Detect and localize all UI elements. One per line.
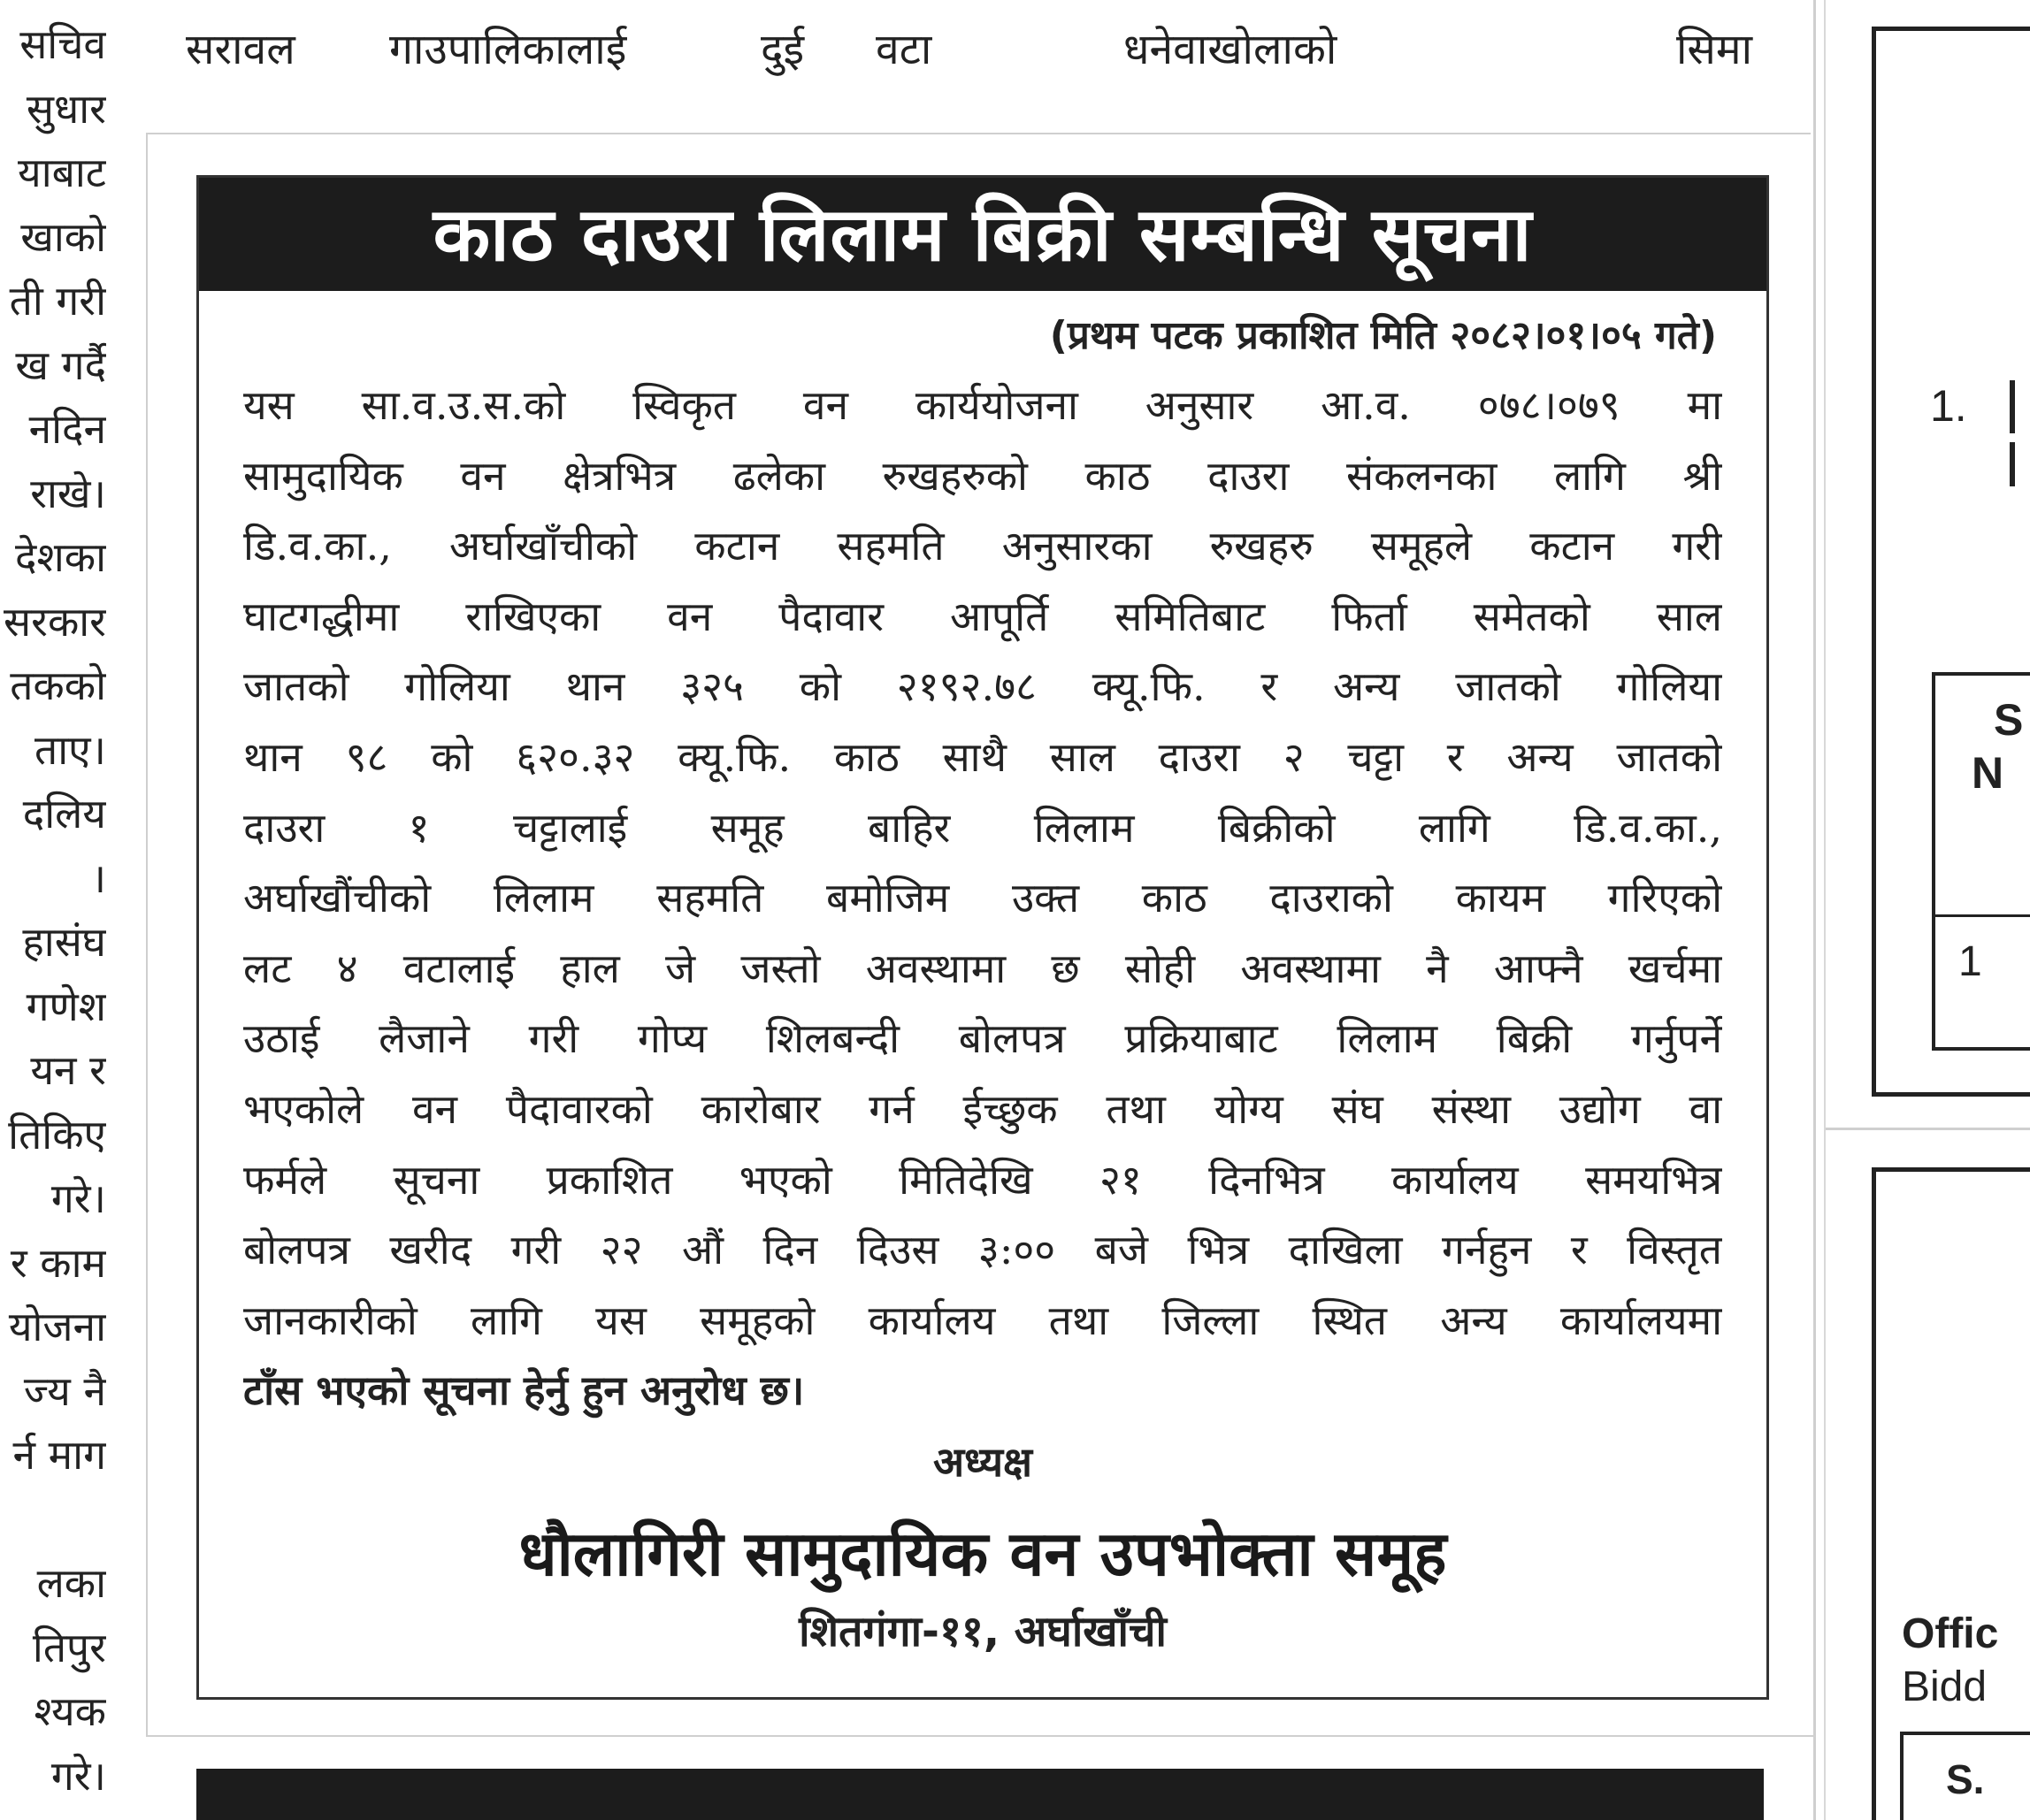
left-column-line: ज्य नै xyxy=(23,1366,106,1415)
notice-body-line: सामुदायिक वन क्षेत्रभित्र ढलेका रुखहरुको काठ दाउरा संकलनका लागि श्री xyxy=(243,451,1722,500)
left-column-line: र काम xyxy=(10,1238,106,1287)
left-column-line: गरे। xyxy=(50,1751,106,1800)
bidding-label: Bidd xyxy=(1902,1663,1988,1710)
notice-body-line: बोलपत्र खरीद गरी २२ औं दिन दिउस ३:०० बजे भित्र दाखिला गर्नहुन र विस्तृत xyxy=(243,1226,1722,1274)
notice-body-line: उठाई लैजाने गरी गोप्य शिलबन्दी बोलपत्र प्रक्रियाबाट लिलाम बिक्री गर्नुपर्ने xyxy=(243,1014,1722,1063)
left-column-line: गरे। xyxy=(50,1174,106,1222)
right-notice-box xyxy=(1872,1167,2030,1820)
notice-heading: काठ दाउरा लिलाम बिक्री सम्बन्धि सूचना xyxy=(199,178,1766,291)
notice-body-line: घाटगद्धीमा राखिएका वन पैदावार आपूर्ति समितिबाट फिर्ता समेतको साल xyxy=(243,592,1722,640)
notice-body-line: टाँस भएको सूचना हेर्नु हुन अनुरोध छ। xyxy=(243,1366,805,1415)
right-column-rule xyxy=(1826,1128,2030,1130)
left-column-line: सरकार xyxy=(4,597,106,646)
table-cell-value: 1 xyxy=(1958,938,1982,985)
notice-published-date: (प्रथम पटक प्रकाशित मिति २०८२।०१।०५ गते) xyxy=(1049,313,1717,358)
left-column-line: । xyxy=(90,853,106,902)
top-word: सरावल xyxy=(186,25,295,74)
left-column-line: राखे। xyxy=(30,469,106,517)
left-column-line: खाको xyxy=(20,212,106,261)
left-column-line: ती गरी xyxy=(9,277,106,325)
notice-body-line: जातको गोलिया थान ३२५ को २१९२.७८ क्यू.फि. र अन्य जातको गोलिया xyxy=(243,662,1722,711)
top-strip-text xyxy=(186,19,1778,81)
serial-label: S. xyxy=(1946,1756,1985,1802)
left-column-line: नदिन xyxy=(28,405,106,453)
left-column-line: याबाट xyxy=(18,149,106,196)
notice-body-line: लट ४ वटालाई हाल जे जस्तो अवस्थामा छ सोही अवस्थामा नै आफ्नै खर्चमा xyxy=(243,944,1722,992)
notice-body-line: भएकोले वन पैदावारको कारोबार गर्न ईच्छुक तथा योग्य संघ संस्था उद्योग वा xyxy=(243,1084,1722,1133)
left-column-line: र्न माग xyxy=(12,1431,106,1479)
table-header-fragment: S xyxy=(1994,695,2024,745)
left-column-line: तिपुर xyxy=(32,1623,106,1671)
left-column-line: योजना xyxy=(8,1303,106,1350)
top-word: दुई xyxy=(761,25,805,74)
left-column-fragments xyxy=(0,16,106,1811)
notice-body-line: डि.व.का., अर्घाखाँचीको कटान सहमति अनुसारका रुखहरु समूहले कटान गरी xyxy=(243,522,1722,570)
notice-body-line: अर्घाखौंचीको लिलाम सहमति बमोजिम उक्त काठ दाउराको कायम गरिएको xyxy=(243,874,1722,922)
clipped-glyph xyxy=(2010,380,2015,433)
top-word: वटा xyxy=(876,25,932,74)
organization-address: शितगंगा-११, अर्घाखाँची xyxy=(799,1607,1167,1656)
left-column-line: गणेश xyxy=(26,982,106,1030)
left-column-line: सुधार xyxy=(26,84,106,133)
table-header-fragment: N xyxy=(1972,748,2004,798)
left-column-line: हासंघ xyxy=(22,918,106,966)
notice-body-line: फर्मले सूचना प्रकाशित भएको मितिदेखि २१ दिनभित्र कार्यालय समयभित्र xyxy=(243,1155,1722,1204)
left-column-line: सचिव xyxy=(19,20,106,68)
left-column-line: श्यक xyxy=(34,1687,106,1735)
top-word: गाउपालिकालाई xyxy=(389,25,627,74)
office-label: Offic xyxy=(1902,1610,1999,1657)
auction-notice xyxy=(196,175,1769,1700)
left-column-line: देशका xyxy=(15,533,106,581)
notice-body-line: जानकारीको लागि यस समूहको कार्यालय तथा जिल्ला स्थित अन्य कार्यालयमा xyxy=(243,1296,1722,1344)
signatory-title: अध्यक्ष xyxy=(932,1438,1033,1486)
right-column-fragments xyxy=(1826,0,2030,1820)
left-column-line: यन र xyxy=(30,1046,106,1094)
clipped-glyph xyxy=(2010,442,2015,486)
top-word: धनेवाखोलाको xyxy=(1123,25,1337,74)
next-notice-header-bar xyxy=(196,1769,1764,1820)
bottom-rule xyxy=(146,1735,1813,1737)
top-word: सिमा xyxy=(1676,25,1753,74)
left-column-line: दलिय xyxy=(22,790,106,837)
notice-body-line: यस सा.व.उ.स.को स्विकृत वन कार्ययोजना अनुसार आ.व. ०७८।०७९ मा xyxy=(243,381,1722,429)
left-column-line: तिकिए xyxy=(8,1110,106,1159)
notice-body-line: थान ९८ को ६२०.३२ क्यू.फि. काठ साथै साल दाउरा २ चट्टा र अन्य जातको xyxy=(243,732,1722,781)
list-number: 1. xyxy=(1930,381,1967,431)
left-column-line: ख गर्दै xyxy=(15,340,106,389)
notice-body-line: दाउरा १ चट्टालाई समूह बाहिर लिलाम बिक्रीको लागि डि.व.का., xyxy=(243,803,1722,852)
left-column-line: ताए। xyxy=(34,725,106,774)
left-column-line: तकको xyxy=(10,661,106,709)
left-column-line: लका xyxy=(36,1559,106,1607)
column-divider xyxy=(1813,0,1816,1820)
organization-name: धौलागिरी सामुदायिक वन उपभोक्ता समूह xyxy=(518,1518,1447,1590)
notice-body xyxy=(243,371,1722,1426)
